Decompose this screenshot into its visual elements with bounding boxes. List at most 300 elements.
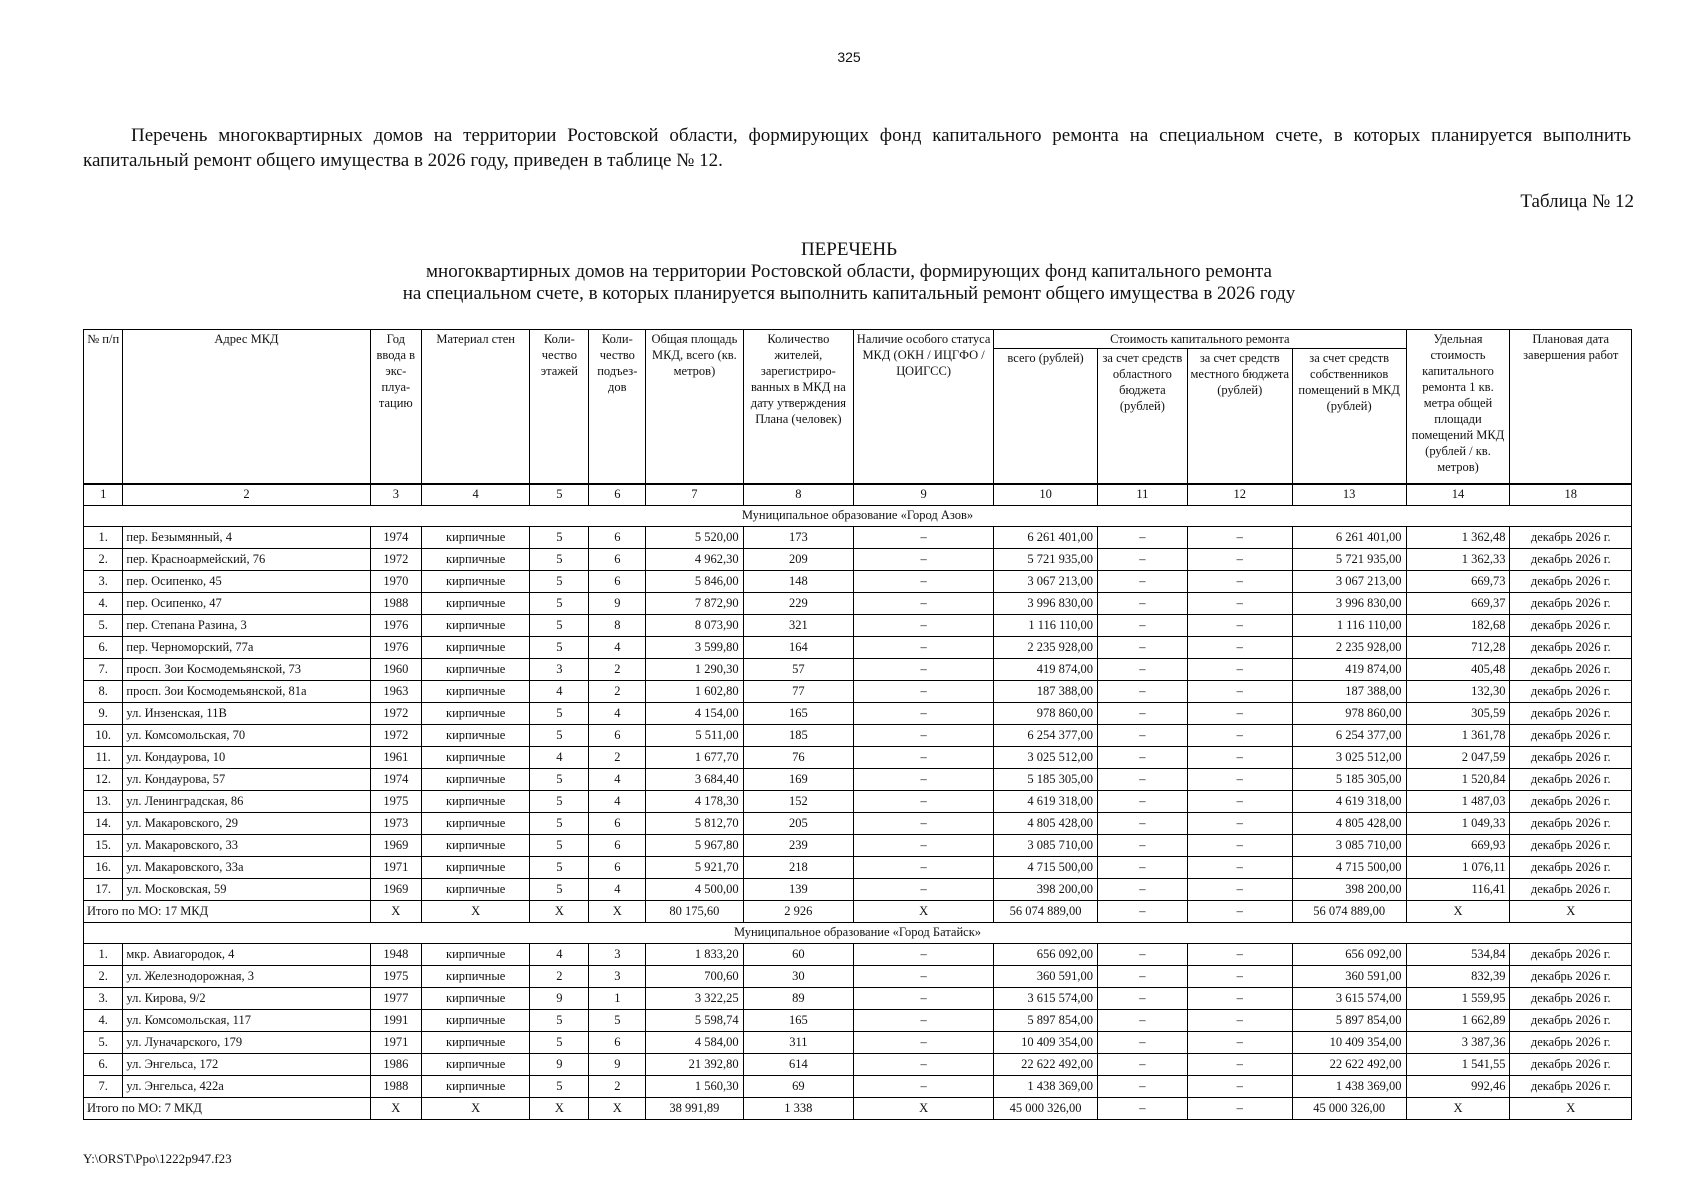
column-number: 10 [994,484,1098,506]
table-cell: 1 602,80 [646,680,743,702]
table-cell: – [1098,746,1188,768]
table-cell: – [1187,526,1292,548]
table-cell: 5 185 305,00 [1292,768,1406,790]
total-cell: X [1510,900,1632,922]
total-cell: X [1406,900,1510,922]
table-cell: – [1098,1053,1188,1075]
table-row [84,812,1632,834]
table-cell: – [1187,680,1292,702]
table-cell: – [1187,768,1292,790]
table-cell: 21 392,80 [646,1053,743,1075]
table-cell: 1 438 369,00 [994,1075,1098,1097]
table-cell: 5 [589,1009,646,1031]
table-cell: кирпичные [422,680,530,702]
table-cell: 4 805 428,00 [994,812,1098,834]
table-cell: 832,39 [1406,965,1510,987]
table-cell: 978 860,00 [1292,702,1406,724]
column-number: 4 [422,484,530,506]
table-row [84,658,1632,680]
total-cell: – [1187,1097,1292,1119]
table-cell: 1975 [370,790,421,812]
table-cell: 6 261 401,00 [994,526,1098,548]
table-cell: – [1098,614,1188,636]
table-cell: 1974 [370,768,421,790]
table-cell: 5 [530,702,589,724]
table-cell: ул. Железнодорожная, 3 [123,965,370,987]
table-cell: просп. Зои Космодемьянской, 81а [123,680,370,702]
table-cell: 1974 [370,526,421,548]
table-cell: 8. [84,680,123,702]
table-cell: 2 235 928,00 [994,636,1098,658]
section-title: Муниципальное образование «Город Азов» [84,505,1632,526]
table-cell: 173 [743,526,853,548]
table-cell: 1. [84,943,123,965]
table-cell: 2 [589,1075,646,1097]
table-cell: 1971 [370,856,421,878]
total-cell: 1 338 [743,1097,853,1119]
table-cell: кирпичные [422,790,530,812]
table-cell: 1969 [370,878,421,900]
table-cell: – [1187,548,1292,570]
table-cell: 6 [589,548,646,570]
table-cell: 10 409 354,00 [1292,1031,1406,1053]
document-subtitle-line1: многоквартирных домов на территории Ростовской области, формирующих фонд капитального ремонта [426,261,1272,282]
table-cell: 1961 [370,746,421,768]
table-cell: – [1098,724,1188,746]
table-cell: пер. Безымянный, 4 [123,526,370,548]
table-cell: – [1187,592,1292,614]
table-cell: кирпичные [422,526,530,548]
table-cell: – [1098,1031,1188,1053]
col-header-entrances: Коли-чество подъез-дов [589,330,646,484]
table-cell: ул. Луначарского, 179 [123,1031,370,1053]
table-cell: – [854,790,994,812]
col-header-special-status: Наличие особого статуса МКД (ОКН / ИЦГФО / ЦОИГСС) [854,330,994,484]
table-cell: декабрь 2026 г. [1510,1075,1632,1097]
table-cell: 4. [84,592,123,614]
table-cell: 1988 [370,1075,421,1097]
table-cell: 4 805 428,00 [1292,812,1406,834]
total-cell: 45 000 326,00 [1292,1097,1406,1119]
table-body [84,484,1632,1120]
table-cell: 3 615 574,00 [994,987,1098,1009]
table-cell: 1963 [370,680,421,702]
table-row [84,1075,1632,1097]
table-cell: 1972 [370,548,421,570]
table-cell: – [854,680,994,702]
document-subtitle-line2: на специальном счете, в которых планируется выполнить капитальный ремонт общего имущества в 2026 году [402,283,1296,304]
section-header-row [84,922,1632,943]
table-row [84,724,1632,746]
table-cell: – [1098,943,1188,965]
intro-paragraph: Перечень многоквартирных домов на территории Ростовской области, формирующих фонд капитального ремонта на специальном счете, в которых планируется выполнить капитальный ремонт общего имущества в 2026 году, приведен в таблице № 12. [83,125,1631,171]
table-header [84,330,1632,484]
col-header-floors: Коли-чество этажей [530,330,589,484]
table-cell: 89 [743,987,853,1009]
table-cell: 8 [589,614,646,636]
table-cell: 5 897 854,00 [994,1009,1098,1031]
table-cell: 1972 [370,724,421,746]
table-cell: – [1098,570,1188,592]
table-cell: 7. [84,1075,123,1097]
total-cell: X [422,1097,530,1119]
table-cell: пер. Осипенко, 45 [123,570,370,592]
table-cell: – [1098,702,1188,724]
table-cell: 3. [84,570,123,592]
table-cell: ул. Московская, 59 [123,878,370,900]
table-cell: 1 290,30 [646,658,743,680]
table-cell: декабрь 2026 г. [1510,592,1632,614]
section-total-row [84,900,1632,922]
table-cell: 185 [743,724,853,746]
table-cell: декабрь 2026 г. [1510,1009,1632,1031]
table-cell: – [1098,965,1188,987]
col-header-cost-local: за счет средств местного бюджета (рублей) [1187,349,1292,484]
total-label: Итого по МО: 7 МКД [84,1097,371,1119]
table-cell: 3 996 830,00 [1292,592,1406,614]
table-cell: 4 962,30 [646,548,743,570]
table-cell: ул. Комсомольская, 117 [123,1009,370,1031]
table-cell: 182,68 [1406,614,1510,636]
table-cell: 1 362,48 [1406,526,1510,548]
table-cell: – [1187,943,1292,965]
total-cell: X [589,1097,646,1119]
table-cell: – [854,812,994,834]
table-row [84,570,1632,592]
table-cell: 6 [589,856,646,878]
total-cell: X [1406,1097,1510,1119]
table-cell: 69 [743,1075,853,1097]
table-row [84,878,1632,900]
table-cell: 1 361,78 [1406,724,1510,746]
table-cell: кирпичные [422,636,530,658]
table-cell: 305,59 [1406,702,1510,724]
table-cell: 3 025 512,00 [994,746,1098,768]
table-cell: – [854,746,994,768]
table-cell: кирпичные [422,768,530,790]
table-cell: – [1187,658,1292,680]
table-cell: 11. [84,746,123,768]
total-cell: X [422,900,530,922]
table-row [84,746,1632,768]
table-cell: 8 073,90 [646,614,743,636]
table-cell: 7. [84,658,123,680]
section-total-row [84,1097,1632,1119]
table-cell: 6. [84,636,123,658]
table-cell: ул. Кондаурова, 57 [123,768,370,790]
table-cell: 4 500,00 [646,878,743,900]
table-cell: – [854,526,994,548]
table-cell: 656 092,00 [1292,943,1406,965]
table-cell: 1960 [370,658,421,680]
column-number: 11 [1098,484,1188,506]
table-cell: 9 [589,1053,646,1075]
table-cell: 1971 [370,1031,421,1053]
table-cell: 3 599,80 [646,636,743,658]
table-cell: 1 049,33 [1406,812,1510,834]
table-cell: 187 388,00 [1292,680,1406,702]
table-row [84,636,1632,658]
table-cell: 4 715 500,00 [1292,856,1406,878]
table-cell: 3 684,40 [646,768,743,790]
table-cell: 614 [743,1053,853,1075]
table-cell: декабрь 2026 г. [1510,680,1632,702]
table-cell: 15. [84,834,123,856]
table-cell: 7 872,90 [646,592,743,614]
table-cell: – [1187,790,1292,812]
total-cell: 38 991,89 [646,1097,743,1119]
table-cell: 5 511,00 [646,724,743,746]
table-cell: 5 [530,878,589,900]
table-cell: 60 [743,943,853,965]
table-row [84,702,1632,724]
table-cell: – [1187,1075,1292,1097]
table-cell: кирпичные [422,592,530,614]
table-cell: – [1098,812,1188,834]
col-header-cost-owners: за счет средств собственников помещений в МКД (рублей) [1292,349,1406,484]
table-cell: 419 874,00 [1292,658,1406,680]
table-cell: кирпичные [422,965,530,987]
table-cell: 1 541,55 [1406,1053,1510,1075]
table-cell: – [1098,526,1188,548]
table-cell: 4 [589,768,646,790]
table-cell: 57 [743,658,853,680]
table-cell: 1972 [370,702,421,724]
table-cell: – [1187,1031,1292,1053]
table-cell: декабрь 2026 г. [1510,1031,1632,1053]
table-row [84,834,1632,856]
column-numbers-row [84,484,1632,506]
table-cell: 1 677,70 [646,746,743,768]
table-cell: декабрь 2026 г. [1510,834,1632,856]
table-cell: 311 [743,1031,853,1053]
table-cell: 3 085 710,00 [1292,834,1406,856]
table-cell: ул. Кондаурова, 10 [123,746,370,768]
table-cell: 4 [530,943,589,965]
table-cell: – [1187,570,1292,592]
table-cell: 3. [84,987,123,1009]
table-cell: 3 615 574,00 [1292,987,1406,1009]
column-number: 7 [646,484,743,506]
total-cell: X [1510,1097,1632,1119]
table-cell: пер. Степана Разина, 3 [123,614,370,636]
total-cell: 2 926 [743,900,853,922]
table-cell: 132,30 [1406,680,1510,702]
table-cell: 1 520,84 [1406,768,1510,790]
table-cell: декабрь 2026 г. [1510,658,1632,680]
table-cell: 3 067 213,00 [1292,570,1406,592]
table-cell: декабрь 2026 г. [1510,526,1632,548]
table-cell: 22 622 492,00 [994,1053,1098,1075]
table-cell: 5 598,74 [646,1009,743,1031]
table-cell: – [854,1031,994,1053]
column-number: 3 [370,484,421,506]
table-cell: 5 921,70 [646,856,743,878]
table-cell: – [1098,636,1188,658]
table-row [84,768,1632,790]
table-cell: кирпичные [422,1075,530,1097]
column-number: 5 [530,484,589,506]
table-cell: 419 874,00 [994,658,1098,680]
table-cell: 5 721 935,00 [1292,548,1406,570]
table-cell: 1 438 369,00 [1292,1075,1406,1097]
table-cell: кирпичные [422,987,530,1009]
table-cell: 148 [743,570,853,592]
table-cell: 2 [589,680,646,702]
table-row [84,1031,1632,1053]
table-row [84,1009,1632,1031]
table-cell: 17. [84,878,123,900]
table-cell: кирпичные [422,548,530,570]
table-cell: ул. Энгельса, 172 [123,1053,370,1075]
table-cell: декабрь 2026 г. [1510,614,1632,636]
table-cell: 1986 [370,1053,421,1075]
col-header-number: № п/п [84,330,123,484]
total-cell: 56 074 889,00 [1292,900,1406,922]
section-header-row [84,505,1632,526]
table-cell: 5 [530,526,589,548]
total-cell: 56 074 889,00 [994,900,1098,922]
table-cell: 77 [743,680,853,702]
table-cell: 5 [530,548,589,570]
table-cell: 6 [589,526,646,548]
table-cell: – [1187,636,1292,658]
table-cell: – [1098,548,1188,570]
table-cell: 4 [589,702,646,724]
table-row [84,548,1632,570]
table-cell: 2 235 928,00 [1292,636,1406,658]
table-cell: 5 [530,790,589,812]
table-cell: 5 [530,614,589,636]
table-cell: – [1187,724,1292,746]
table-cell: 5 [530,1009,589,1031]
table-cell: пер. Осипенко, 47 [123,592,370,614]
table-cell: кирпичные [422,943,530,965]
table-cell: 360 591,00 [994,965,1098,987]
table-cell: 2. [84,548,123,570]
table-cell: 22 622 492,00 [1292,1053,1406,1075]
total-cell: X [530,900,589,922]
table-cell: 1948 [370,943,421,965]
table-cell: 5 [530,592,589,614]
table-cell: ул. Комсомольская, 70 [123,724,370,746]
table-cell: 10 409 354,00 [994,1031,1098,1053]
table-cell: 1 116 110,00 [1292,614,1406,636]
table-cell: кирпичные [422,856,530,878]
table-row [84,965,1632,987]
table-cell: пер. Красноармейский, 76 [123,548,370,570]
table-cell: 669,37 [1406,592,1510,614]
table-cell: 6 261 401,00 [1292,526,1406,548]
table-cell: – [1098,856,1188,878]
table-cell: кирпичные [422,614,530,636]
table-cell: – [854,636,994,658]
table-cell: – [1187,812,1292,834]
table-cell: 5 [530,834,589,856]
table-cell: 5 [530,1031,589,1053]
table-cell: 5 [530,856,589,878]
table-number: Таблица № 12 [1520,191,1634,212]
column-number: 2 [123,484,370,506]
table-cell: декабрь 2026 г. [1510,570,1632,592]
table-cell: декабрь 2026 г. [1510,1053,1632,1075]
table-cell: декабрь 2026 г. [1510,856,1632,878]
column-number: 1 [84,484,123,506]
table-cell: 3 067 213,00 [994,570,1098,592]
table-row [84,943,1632,965]
table-cell: – [854,965,994,987]
table-cell: 4 [589,878,646,900]
table-cell: – [1098,592,1188,614]
table-cell: 1 560,30 [646,1075,743,1097]
table-cell: 5 721 935,00 [994,548,1098,570]
table-cell: – [854,1009,994,1031]
table-cell: 218 [743,856,853,878]
table-cell: 4. [84,1009,123,1031]
table-cell: кирпичные [422,724,530,746]
table-cell: 5. [84,614,123,636]
column-number: 9 [854,484,994,506]
table-cell: – [1098,768,1188,790]
table-cell: 669,73 [1406,570,1510,592]
table-cell: 5 967,80 [646,834,743,856]
table-cell: декабрь 2026 г. [1510,987,1632,1009]
table-cell: 1991 [370,1009,421,1031]
total-cell: 80 175,60 [646,900,743,922]
table-cell: 700,60 [646,965,743,987]
table-cell: 2 [589,746,646,768]
table-cell: 6 [589,1031,646,1053]
table-cell: кирпичные [422,746,530,768]
table-cell: 3 [530,658,589,680]
col-header-area: Общая площадь МКД, всего (кв. метров) [646,330,743,484]
table-cell: 6. [84,1053,123,1075]
table-cell: 12. [84,768,123,790]
table-cell: 164 [743,636,853,658]
table-cell: – [854,702,994,724]
table-cell: ул. Ленинградская, 86 [123,790,370,812]
table-cell: 5 185 305,00 [994,768,1098,790]
section-title: Муниципальное образование «Город Батайск» [84,922,1632,943]
total-cell: – [1187,900,1292,922]
table-row [84,614,1632,636]
table-cell: 5 [530,636,589,658]
table-cell: 229 [743,592,853,614]
total-label: Итого по МО: 17 МКД [84,900,371,922]
table-cell: 6 [589,812,646,834]
table-cell: 398 200,00 [1292,878,1406,900]
table-cell: – [1098,1075,1188,1097]
table-cell: 165 [743,1009,853,1031]
table-cell: 1 [589,987,646,1009]
document-title: ПЕРЕЧЕНЬ [800,239,898,260]
table-cell: ул. Макаровского, 29 [123,812,370,834]
table-cell: – [854,1053,994,1075]
table-cell: декабрь 2026 г. [1510,812,1632,834]
table-cell: кирпичные [422,878,530,900]
table-cell: – [1187,965,1292,987]
table-cell: – [854,548,994,570]
table-cell: 5 846,00 [646,570,743,592]
table-cell: 6 [589,570,646,592]
table-cell: 239 [743,834,853,856]
table-cell: 6 [589,724,646,746]
table-cell: 3 996 830,00 [994,592,1098,614]
table-cell: 1 662,89 [1406,1009,1510,1031]
table-cell: – [1187,834,1292,856]
table-cell: – [854,987,994,1009]
table-cell: ул. Макаровского, 33 [123,834,370,856]
